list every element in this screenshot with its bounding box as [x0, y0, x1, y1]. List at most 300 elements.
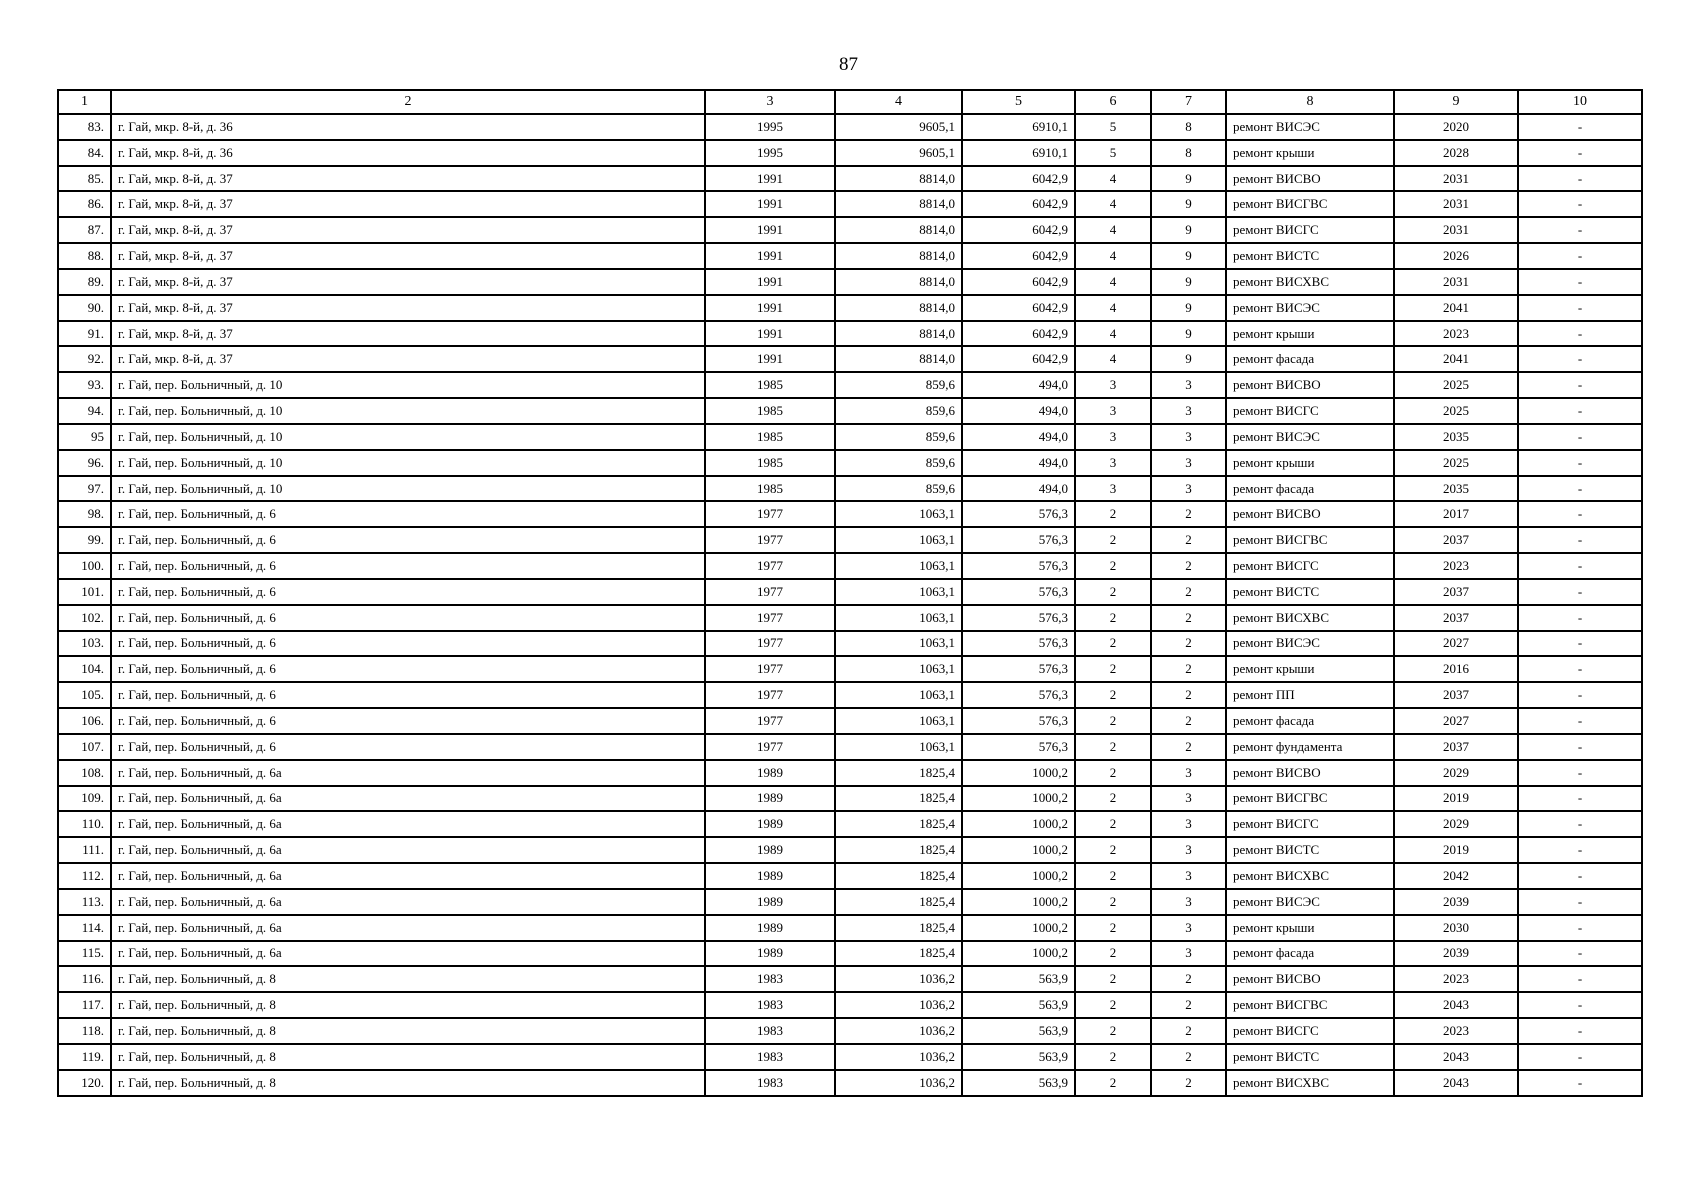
note-cell: -: [1518, 527, 1642, 553]
floors-cell: 2: [1075, 786, 1151, 812]
address-cell: г. Гай, пер. Больничный, д. 10: [111, 450, 705, 476]
note-cell: -: [1518, 553, 1642, 579]
address-cell: г. Гай, пер. Больничный, д. 6а: [111, 889, 705, 915]
address-cell: г. Гай, пер. Больничный, д. 8: [111, 1018, 705, 1044]
table-row: [58, 941, 1642, 967]
planned-year-cell: 2027: [1394, 631, 1518, 657]
work-type-cell: ремонт ВИСТС: [1226, 1044, 1394, 1070]
total-area-cell: 859,6: [835, 372, 962, 398]
planned-year-cell: 2037: [1394, 527, 1518, 553]
table-row: [58, 424, 1642, 450]
entrances-cell: 3: [1151, 863, 1226, 889]
living-area-cell: 576,3: [962, 682, 1075, 708]
column-header: 9: [1394, 90, 1518, 114]
planned-year-cell: 2027: [1394, 708, 1518, 734]
total-area-cell: 1036,2: [835, 1070, 962, 1096]
planned-year-cell: 2030: [1394, 915, 1518, 941]
planned-year-cell: 2037: [1394, 579, 1518, 605]
work-type-cell: ремонт ВИСГВС: [1226, 992, 1394, 1018]
year-cell: 1977: [705, 527, 835, 553]
row-number-cell: 109.: [58, 786, 111, 812]
work-type-cell: ремонт крыши: [1226, 915, 1394, 941]
floors-cell: 2: [1075, 966, 1151, 992]
table-row: [58, 398, 1642, 424]
entrances-cell: 3: [1151, 372, 1226, 398]
planned-year-cell: 2035: [1394, 476, 1518, 502]
floors-cell: 2: [1075, 1044, 1151, 1070]
year-cell: 1977: [705, 579, 835, 605]
note-cell: -: [1518, 1018, 1642, 1044]
total-area-cell: 9605,1: [835, 140, 962, 166]
row-number-cell: 89.: [58, 269, 111, 295]
table-row: [58, 321, 1642, 347]
floors-cell: 2: [1075, 656, 1151, 682]
living-area-cell: 6042,9: [962, 217, 1075, 243]
living-area-cell: 494,0: [962, 398, 1075, 424]
work-type-cell: ремонт ВИСГВС: [1226, 786, 1394, 812]
entrances-cell: 2: [1151, 966, 1226, 992]
note-cell: -: [1518, 966, 1642, 992]
year-cell: 1977: [705, 631, 835, 657]
work-type-cell: ремонт ВИСТС: [1226, 837, 1394, 863]
living-area-cell: 6042,9: [962, 166, 1075, 192]
living-area-cell: 1000,2: [962, 941, 1075, 967]
table-row: [58, 631, 1642, 657]
living-area-cell: 576,3: [962, 605, 1075, 631]
total-area-cell: 1063,1: [835, 553, 962, 579]
row-number-cell: 115.: [58, 941, 111, 967]
total-area-cell: 9605,1: [835, 114, 962, 140]
table-row: [58, 837, 1642, 863]
floors-cell: 4: [1075, 269, 1151, 295]
note-cell: -: [1518, 708, 1642, 734]
planned-year-cell: 2023: [1394, 321, 1518, 347]
planned-year-cell: 2023: [1394, 1018, 1518, 1044]
year-cell: 1985: [705, 372, 835, 398]
living-area-cell: 576,3: [962, 656, 1075, 682]
entrances-cell: 2: [1151, 605, 1226, 631]
work-type-cell: ремонт ВИСГВС: [1226, 527, 1394, 553]
living-area-cell: 494,0: [962, 372, 1075, 398]
total-area-cell: 859,6: [835, 424, 962, 450]
entrances-cell: 9: [1151, 191, 1226, 217]
row-number-cell: 99.: [58, 527, 111, 553]
address-cell: г. Гай, мкр. 8-й, д. 37: [111, 346, 705, 372]
row-number-cell: 88.: [58, 243, 111, 269]
note-cell: -: [1518, 398, 1642, 424]
table-row: [58, 269, 1642, 295]
table-row: [58, 372, 1642, 398]
floors-cell: 2: [1075, 811, 1151, 837]
column-header: 1: [58, 90, 111, 114]
address-cell: г. Гай, мкр. 8-й, д. 37: [111, 166, 705, 192]
table-row: [58, 295, 1642, 321]
floors-cell: 2: [1075, 992, 1151, 1018]
planned-year-cell: 2031: [1394, 191, 1518, 217]
address-cell: г. Гай, пер. Больничный, д. 6: [111, 579, 705, 605]
table-row: [58, 682, 1642, 708]
total-area-cell: 859,6: [835, 450, 962, 476]
living-area-cell: 6042,9: [962, 321, 1075, 347]
work-type-cell: ремонт ВИСВО: [1226, 760, 1394, 786]
living-area-cell: 6910,1: [962, 114, 1075, 140]
address-cell: г. Гай, мкр. 8-й, д. 37: [111, 269, 705, 295]
living-area-cell: 6910,1: [962, 140, 1075, 166]
column-header: 5: [962, 90, 1075, 114]
row-number-cell: 98.: [58, 501, 111, 527]
table-row: [58, 114, 1642, 140]
note-cell: -: [1518, 501, 1642, 527]
planned-year-cell: 2029: [1394, 760, 1518, 786]
planned-year-cell: 2035: [1394, 424, 1518, 450]
note-cell: -: [1518, 915, 1642, 941]
page-number: 87: [839, 54, 858, 75]
table-row: [58, 346, 1642, 372]
entrances-cell: 2: [1151, 553, 1226, 579]
floors-cell: 3: [1075, 476, 1151, 502]
table-row: [58, 166, 1642, 192]
total-area-cell: 1036,2: [835, 992, 962, 1018]
table-row: [58, 708, 1642, 734]
floors-cell: 2: [1075, 1018, 1151, 1044]
entrances-cell: 3: [1151, 424, 1226, 450]
floors-cell: 2: [1075, 579, 1151, 605]
entrances-cell: 2: [1151, 501, 1226, 527]
year-cell: 1989: [705, 915, 835, 941]
row-number-cell: 102.: [58, 605, 111, 631]
year-cell: 1991: [705, 346, 835, 372]
row-number-cell: 86.: [58, 191, 111, 217]
total-area-cell: 1063,1: [835, 656, 962, 682]
living-area-cell: 563,9: [962, 1018, 1075, 1044]
living-area-cell: 576,3: [962, 708, 1075, 734]
note-cell: -: [1518, 191, 1642, 217]
year-cell: 1989: [705, 837, 835, 863]
table-row: [58, 450, 1642, 476]
entrances-cell: 9: [1151, 295, 1226, 321]
address-cell: г. Гай, мкр. 8-й, д. 37: [111, 243, 705, 269]
entrances-cell: 2: [1151, 527, 1226, 553]
row-number-cell: 84.: [58, 140, 111, 166]
entrances-cell: 9: [1151, 269, 1226, 295]
note-cell: -: [1518, 605, 1642, 631]
row-number-cell: 93.: [58, 372, 111, 398]
table-row: [58, 889, 1642, 915]
note-cell: -: [1518, 166, 1642, 192]
living-area-cell: 576,3: [962, 631, 1075, 657]
total-area-cell: 1825,4: [835, 837, 962, 863]
note-cell: -: [1518, 450, 1642, 476]
table-row: [58, 476, 1642, 502]
address-cell: г. Гай, пер. Больничный, д. 6: [111, 501, 705, 527]
total-area-cell: 1063,1: [835, 734, 962, 760]
table-header-row: [58, 90, 1642, 114]
living-area-cell: 6042,9: [962, 346, 1075, 372]
total-area-cell: 8814,0: [835, 191, 962, 217]
planned-year-cell: 2043: [1394, 1044, 1518, 1070]
work-type-cell: ремонт фасада: [1226, 941, 1394, 967]
year-cell: 1983: [705, 1070, 835, 1096]
year-cell: 1977: [705, 682, 835, 708]
living-area-cell: 1000,2: [962, 786, 1075, 812]
year-cell: 1991: [705, 217, 835, 243]
floors-cell: 3: [1075, 398, 1151, 424]
row-number-cell: 108.: [58, 760, 111, 786]
address-cell: г. Гай, пер. Больничный, д. 8: [111, 1044, 705, 1070]
work-type-cell: ремонт ВИСЭС: [1226, 295, 1394, 321]
work-type-cell: ремонт ВИСЭС: [1226, 114, 1394, 140]
note-cell: -: [1518, 321, 1642, 347]
table-row: [58, 1018, 1642, 1044]
table-row: [58, 966, 1642, 992]
floors-cell: 2: [1075, 889, 1151, 915]
living-area-cell: 576,3: [962, 734, 1075, 760]
note-cell: -: [1518, 114, 1642, 140]
row-number-cell: 118.: [58, 1018, 111, 1044]
year-cell: 1977: [705, 501, 835, 527]
year-cell: 1995: [705, 114, 835, 140]
address-cell: г. Гай, пер. Больничный, д. 6: [111, 656, 705, 682]
note-cell: -: [1518, 811, 1642, 837]
work-type-cell: ремонт ВИСГС: [1226, 1018, 1394, 1044]
living-area-cell: 563,9: [962, 992, 1075, 1018]
living-area-cell: 494,0: [962, 476, 1075, 502]
row-number-cell: 103.: [58, 631, 111, 657]
entrances-cell: 3: [1151, 915, 1226, 941]
work-type-cell: ремонт ВИСГС: [1226, 553, 1394, 579]
living-area-cell: 1000,2: [962, 889, 1075, 915]
living-area-cell: 576,3: [962, 501, 1075, 527]
year-cell: 1983: [705, 966, 835, 992]
entrances-cell: 9: [1151, 166, 1226, 192]
address-cell: г. Гай, пер. Больничный, д. 6а: [111, 760, 705, 786]
entrances-cell: 3: [1151, 941, 1226, 967]
column-header: 2: [111, 90, 705, 114]
planned-year-cell: 2041: [1394, 346, 1518, 372]
floors-cell: 4: [1075, 191, 1151, 217]
living-area-cell: 1000,2: [962, 915, 1075, 941]
note-cell: -: [1518, 1070, 1642, 1096]
work-type-cell: ремонт крыши: [1226, 450, 1394, 476]
work-type-cell: ремонт ВИСЭС: [1226, 631, 1394, 657]
year-cell: 1991: [705, 191, 835, 217]
entrances-cell: 3: [1151, 811, 1226, 837]
table-row: [58, 760, 1642, 786]
total-area-cell: 1063,1: [835, 682, 962, 708]
year-cell: 1989: [705, 863, 835, 889]
total-area-cell: 1825,4: [835, 760, 962, 786]
year-cell: 1991: [705, 166, 835, 192]
planned-year-cell: 2037: [1394, 605, 1518, 631]
entrances-cell: 2: [1151, 1018, 1226, 1044]
work-type-cell: ремонт ВИСТС: [1226, 579, 1394, 605]
entrances-cell: 2: [1151, 708, 1226, 734]
work-type-cell: ремонт ВИСГС: [1226, 811, 1394, 837]
total-area-cell: 1825,4: [835, 786, 962, 812]
floors-cell: 5: [1075, 140, 1151, 166]
row-number-cell: 92.: [58, 346, 111, 372]
year-cell: 1989: [705, 760, 835, 786]
year-cell: 1991: [705, 321, 835, 347]
planned-year-cell: 2028: [1394, 140, 1518, 166]
year-cell: 1977: [705, 553, 835, 579]
year-cell: 1977: [705, 734, 835, 760]
entrances-cell: 2: [1151, 992, 1226, 1018]
year-cell: 1991: [705, 243, 835, 269]
floors-cell: 4: [1075, 217, 1151, 243]
entrances-cell: 8: [1151, 140, 1226, 166]
work-type-cell: ремонт ВИСВО: [1226, 166, 1394, 192]
living-area-cell: 494,0: [962, 424, 1075, 450]
entrances-cell: 2: [1151, 579, 1226, 605]
row-number-cell: 120.: [58, 1070, 111, 1096]
table-row: [58, 1070, 1642, 1096]
note-cell: -: [1518, 941, 1642, 967]
table-row: [58, 656, 1642, 682]
repair-schedule-table: [57, 89, 1643, 1097]
address-cell: г. Гай, пер. Больничный, д. 8: [111, 966, 705, 992]
planned-year-cell: 2041: [1394, 295, 1518, 321]
address-cell: г. Гай, пер. Больничный, д. 10: [111, 398, 705, 424]
year-cell: 1989: [705, 889, 835, 915]
address-cell: г. Гай, мкр. 8-й, д. 37: [111, 321, 705, 347]
year-cell: 1985: [705, 476, 835, 502]
work-type-cell: ремонт ПП: [1226, 682, 1394, 708]
living-area-cell: 576,3: [962, 527, 1075, 553]
planned-year-cell: 2025: [1394, 450, 1518, 476]
living-area-cell: 6042,9: [962, 295, 1075, 321]
floors-cell: 4: [1075, 346, 1151, 372]
address-cell: г. Гай, пер. Больничный, д. 8: [111, 1070, 705, 1096]
address-cell: г. Гай, пер. Больничный, д. 6: [111, 631, 705, 657]
total-area-cell: 8814,0: [835, 295, 962, 321]
year-cell: 1995: [705, 140, 835, 166]
row-number-cell: 117.: [58, 992, 111, 1018]
work-type-cell: ремонт крыши: [1226, 321, 1394, 347]
note-cell: -: [1518, 863, 1642, 889]
table-row: [58, 243, 1642, 269]
work-type-cell: ремонт ВИСВО: [1226, 966, 1394, 992]
table-row: [58, 915, 1642, 941]
floors-cell: 2: [1075, 863, 1151, 889]
planned-year-cell: 2037: [1394, 734, 1518, 760]
entrances-cell: 2: [1151, 631, 1226, 657]
column-header: 10: [1518, 90, 1642, 114]
year-cell: 1985: [705, 398, 835, 424]
address-cell: г. Гай, пер. Больничный, д. 8: [111, 992, 705, 1018]
row-number-cell: 116.: [58, 966, 111, 992]
planned-year-cell: 2016: [1394, 656, 1518, 682]
total-area-cell: 1825,4: [835, 811, 962, 837]
total-area-cell: 1063,1: [835, 579, 962, 605]
address-cell: г. Гай, мкр. 8-й, д. 36: [111, 114, 705, 140]
address-cell: г. Гай, пер. Больничный, д. 6: [111, 553, 705, 579]
address-cell: г. Гай, мкр. 8-й, д. 37: [111, 191, 705, 217]
planned-year-cell: 2023: [1394, 966, 1518, 992]
planned-year-cell: 2025: [1394, 398, 1518, 424]
work-type-cell: ремонт ВИСХВС: [1226, 1070, 1394, 1096]
total-area-cell: 8814,0: [835, 243, 962, 269]
entrances-cell: 3: [1151, 760, 1226, 786]
total-area-cell: 8814,0: [835, 269, 962, 295]
note-cell: -: [1518, 243, 1642, 269]
work-type-cell: ремонт ВИСЭС: [1226, 424, 1394, 450]
living-area-cell: 494,0: [962, 450, 1075, 476]
floors-cell: 2: [1075, 1070, 1151, 1096]
floors-cell: 4: [1075, 295, 1151, 321]
row-number-cell: 87.: [58, 217, 111, 243]
row-number-cell: 94.: [58, 398, 111, 424]
table-body: [58, 114, 1642, 1096]
row-number-cell: 104.: [58, 656, 111, 682]
row-number-cell: 112.: [58, 863, 111, 889]
total-area-cell: 1063,1: [835, 631, 962, 657]
work-type-cell: ремонт ВИСГС: [1226, 217, 1394, 243]
year-cell: 1989: [705, 941, 835, 967]
table-row: [58, 217, 1642, 243]
entrances-cell: 3: [1151, 476, 1226, 502]
entrances-cell: 2: [1151, 734, 1226, 760]
total-area-cell: 1825,4: [835, 941, 962, 967]
planned-year-cell: 2019: [1394, 786, 1518, 812]
year-cell: 1977: [705, 605, 835, 631]
floors-cell: 2: [1075, 760, 1151, 786]
table-row: [58, 527, 1642, 553]
year-cell: 1989: [705, 786, 835, 812]
note-cell: -: [1518, 424, 1642, 450]
living-area-cell: 563,9: [962, 966, 1075, 992]
entrances-cell: 9: [1151, 217, 1226, 243]
note-cell: -: [1518, 992, 1642, 1018]
note-cell: -: [1518, 579, 1642, 605]
work-type-cell: ремонт крыши: [1226, 140, 1394, 166]
living-area-cell: 563,9: [962, 1070, 1075, 1096]
table-row: [58, 605, 1642, 631]
table-row: [58, 553, 1642, 579]
row-number-cell: 91.: [58, 321, 111, 347]
table-row: [58, 579, 1642, 605]
living-area-cell: 1000,2: [962, 811, 1075, 837]
note-cell: -: [1518, 760, 1642, 786]
address-cell: г. Гай, мкр. 8-й, д. 37: [111, 295, 705, 321]
entrances-cell: 9: [1151, 346, 1226, 372]
entrances-cell: 9: [1151, 243, 1226, 269]
floors-cell: 4: [1075, 243, 1151, 269]
planned-year-cell: 2025: [1394, 372, 1518, 398]
living-area-cell: 576,3: [962, 579, 1075, 605]
address-cell: г. Гай, пер. Больничный, д. 6а: [111, 837, 705, 863]
year-cell: 1991: [705, 295, 835, 321]
table-row: [58, 811, 1642, 837]
total-area-cell: 1825,4: [835, 915, 962, 941]
entrances-cell: 3: [1151, 889, 1226, 915]
row-number-cell: 101.: [58, 579, 111, 605]
note-cell: -: [1518, 269, 1642, 295]
planned-year-cell: 2039: [1394, 941, 1518, 967]
living-area-cell: 576,3: [962, 553, 1075, 579]
floors-cell: 2: [1075, 631, 1151, 657]
address-cell: г. Гай, мкр. 8-й, д. 36: [111, 140, 705, 166]
work-type-cell: ремонт фундамента: [1226, 734, 1394, 760]
year-cell: 1977: [705, 656, 835, 682]
address-cell: г. Гай, пер. Больничный, д. 6а: [111, 786, 705, 812]
row-number-cell: 113.: [58, 889, 111, 915]
entrances-cell: 8: [1151, 114, 1226, 140]
year-cell: 1985: [705, 424, 835, 450]
floors-cell: 2: [1075, 941, 1151, 967]
row-number-cell: 90.: [58, 295, 111, 321]
row-number-cell: 83.: [58, 114, 111, 140]
